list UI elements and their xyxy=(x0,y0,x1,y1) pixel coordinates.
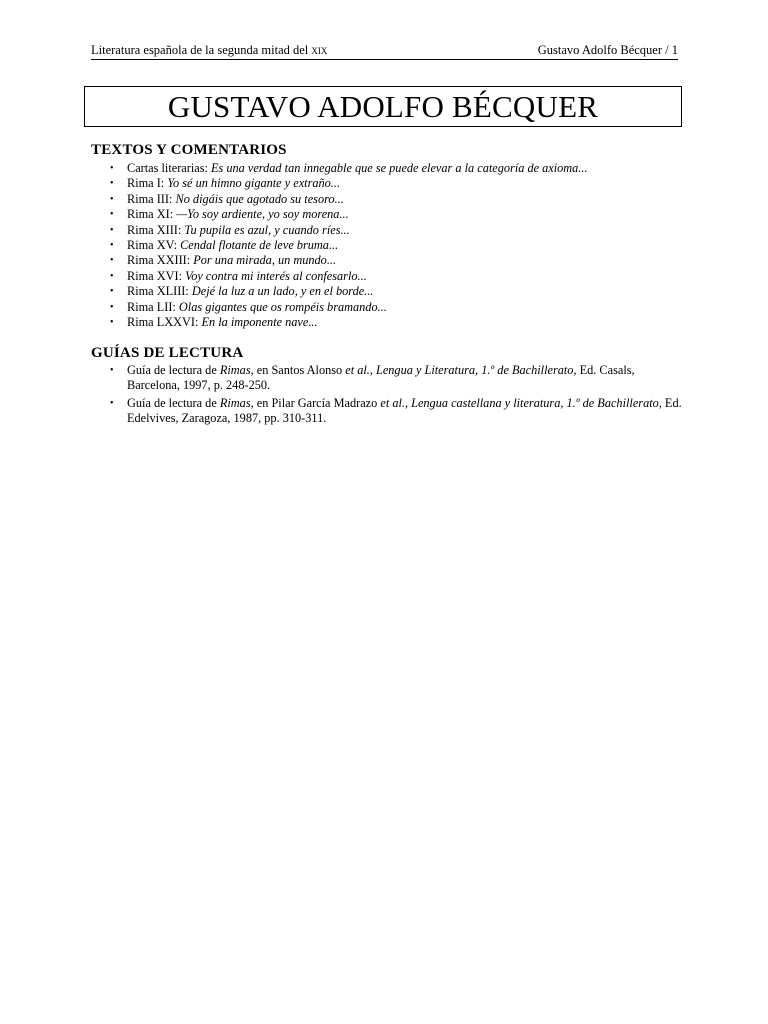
item-quote: No digáis que agotado su tesoro... xyxy=(175,191,344,206)
item-label: Rima XV: xyxy=(127,238,181,253)
ref-work: Rimas xyxy=(219,395,251,410)
textos-list xyxy=(91,161,691,330)
item-quote: Yo sé un himno gigante y extraño... xyxy=(167,176,341,191)
document-title: GUSTAVO ADOLFO BÉCQUER xyxy=(167,88,599,124)
item-label: Rima I: xyxy=(127,176,168,191)
item-quote: Olas gigantes que os rompéis bramando... xyxy=(178,299,387,314)
ref-book: et al., Lengua y Literatura, 1.º de Bachillerato, xyxy=(345,363,577,377)
list-item xyxy=(91,161,691,176)
item-label: Rima XXIII: xyxy=(127,253,194,268)
item-label: Rima XLIII: xyxy=(127,284,192,299)
item-label: Rima XIII: xyxy=(127,222,185,237)
header-right: Gustavo Adolfo Bécquer / 1 xyxy=(537,43,678,57)
ref-prefix: Guía de lectura de xyxy=(127,395,220,410)
list-item xyxy=(91,207,691,222)
header-left-text: Literatura española de la segunda mitad del xyxy=(91,43,312,57)
item-quote: Tu pupila es azul, y cuando ríes... xyxy=(184,222,350,237)
section-heading-guias: GUÍAS DE LECTURA xyxy=(91,345,244,361)
item-quote: Es una verdad tan innegable que se puede elevar a la categoría de axioma... xyxy=(211,161,588,175)
header-left xyxy=(91,42,327,58)
section-heading-textos: TEXTOS Y COMENTARIOS xyxy=(91,142,287,158)
ref-author: , en Santos Alonso xyxy=(250,363,346,377)
list-item xyxy=(91,363,687,394)
item-quote: Por una mirada, un mundo... xyxy=(193,253,337,268)
list-item xyxy=(91,300,691,315)
list-item xyxy=(91,284,691,299)
item-quote: Voy contra mi interés al confesarlo... xyxy=(185,268,367,283)
item-quote: En la imponente nave... xyxy=(201,315,318,330)
ref-publisher: Ed. Edelvives, Zaragoza, 1987, pp. 310-311. xyxy=(127,395,682,426)
item-label: Rima LXXVI: xyxy=(127,315,202,330)
item-quote: Dejé la luz a un lado, y en el borde... xyxy=(191,284,374,299)
list-item xyxy=(91,396,687,427)
ref-prefix: Guía de lectura de xyxy=(127,363,220,377)
item-label: Cartas literarias: xyxy=(127,161,211,175)
item-quote: —Yo soy ardiente, yo soy morena... xyxy=(176,207,349,222)
ref-publisher: Ed. Casals, Barcelona, 1997, p. 248-250. xyxy=(127,363,635,393)
list-item xyxy=(91,192,691,207)
list-item xyxy=(91,253,691,268)
list-item xyxy=(91,238,691,253)
item-label: Rima III: xyxy=(127,191,176,206)
header-century: xix xyxy=(311,43,328,57)
item-label: Rima LII: xyxy=(127,299,179,314)
guias-list xyxy=(91,363,691,429)
list-item xyxy=(91,223,691,238)
ref-work: Rimas xyxy=(219,363,251,377)
list-item xyxy=(91,315,691,330)
item-quote: Cendal flotante de leve bruma... xyxy=(180,238,339,253)
item-label: Rima XI: xyxy=(127,207,177,222)
ref-book: et al., Lengua castellana y literatura, 1.º de Bachillerato, xyxy=(380,395,662,410)
item-label: Rima XVI: xyxy=(127,268,186,283)
running-header xyxy=(91,42,678,60)
list-item xyxy=(91,269,691,284)
title-box xyxy=(84,86,682,127)
ref-author: , en Pilar García Madrazo xyxy=(250,395,381,410)
list-item xyxy=(91,176,691,191)
